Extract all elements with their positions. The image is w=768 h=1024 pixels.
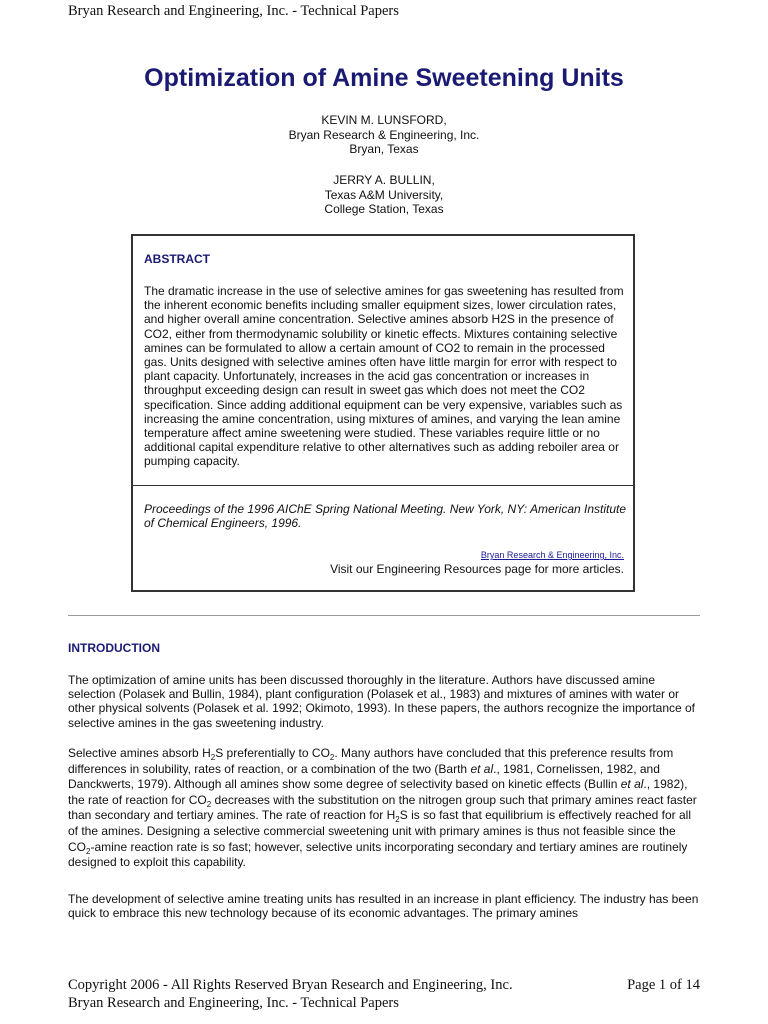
abstract-text: The dramatic increase in the use of selective amines for gas sweetening has resulted from the inherent economic benefits including smaller equipment sizes, lower circulation rates, and higher overall amine concentration. Selective amines absorb H2S in the presence of CO2, either from thermodynamic solubility or kinetic effects. Mixtures containing selective amines can be formulated to allow a certain amount of CO2 to remain in the processed gas. Units designed with selective amines often have little margin for error with respect to plant capacity. Unfortunately, increases in the acid gas concentration or increases in throughput exceeding design can result in sweet gas which does not meet the CO2 specification. Since adding additional equipment can be very expensive, variables such as increasing the amine concentration, using mixtures of amines, and varying the lean amine temperature affect amine sweetening were studied. These variables require little or no additional capital expenditure relative to other alternatives such as adding reboiler area or pumping capacity. [144,284,624,469]
bryan-research-link[interactable]: Bryan Research & Engineering, Inc. [480,550,624,560]
author-location: College Station, Texas [324,202,444,216]
introduction-paragraph-2: Selective amines absorb $H_2S$ preferentially to $CO_2$. Many authors have concluded that this preference results from differences in solubility, rates of reaction, or a combination of the two (Barth et al., 1981, Cornelissen, 1982, and Danckwerts, 1979). Although all amines show some degree of selectivity based on kinetic effects (Bullin et al., 1982), the rate of reaction for $CO_2$ decreases with the substitution on the nitrogen group such that primary amines react faster than secondary and tertiary amines. The rate of reaction for $H_2S$ is so fast that equilibrium is effectively reached for all of the amines. Designing a selective commercial sweetening unit with primary amines is thus not feasible since the $CO_2$-amine reaction rate is so fast; however, selective units incorporating secondary and tertiary amines are routinely designed to exploit this capability. [68,746,697,870]
author-affiliation: Bryan Research & Engineering, Inc. [288,127,480,142]
introduction-paragraph-1: The optimization of amine units has been discussed thoroughly in the literature. Authors have discussed amine selection (Polasek and Bullin, 1984), plant configuration (Polasek et al., 1983) and mixtures of amines with water or other physical solvents (Polasek et al. 1992; Okimoto, 1993). In these papers, the authors recognize the importance of selective amines in the gas sweetening industry. [68,673,696,730]
introduction-paragraph-3: The development of selective amine treating units has resulted in an increase in plant efficiency. The industry has been quick to embrace this new technology because of its economic advantages. The primary amines [68,892,699,921]
abstract-heading: ABSTRACT [144,252,210,266]
page-number: Page 1 of 14 [627,977,700,993]
introduction-heading: INTRODUCTION [68,641,160,655]
author-block-2 [0,173,768,217]
abstract-divider [133,485,633,486]
footer-running-title: Bryan Research and Engineering, Inc. - Technical Papers [68,995,399,1011]
footer-copyright: Copyright 2006 - All Rights Reserved Bryan Research and Engineering, Inc. [68,977,513,993]
visit-resources-text: Visit our Engineering Resources page for more articles. [330,562,624,576]
author-affiliation: Texas A&M University, [324,187,444,202]
section-divider [68,615,700,616]
proceedings-citation: Proceedings of the 1996 AIChE Spring National Meeting. New York, NY: American Institute of Chemical Engineers, 1996. [144,502,627,531]
author-location: Bryan, Texas [349,142,419,156]
author-name: JERRY A. BULLIN, [333,173,435,187]
running-header: Bryan Research and Engineering, Inc. - Technical Papers [68,3,399,19]
author-block-1 [0,113,768,157]
author-name: KEVIN M. LUNSFORD, [321,113,447,127]
abstract-box [131,234,635,592]
document-title: Optimization of Amine Sweetening Units [144,64,624,92]
